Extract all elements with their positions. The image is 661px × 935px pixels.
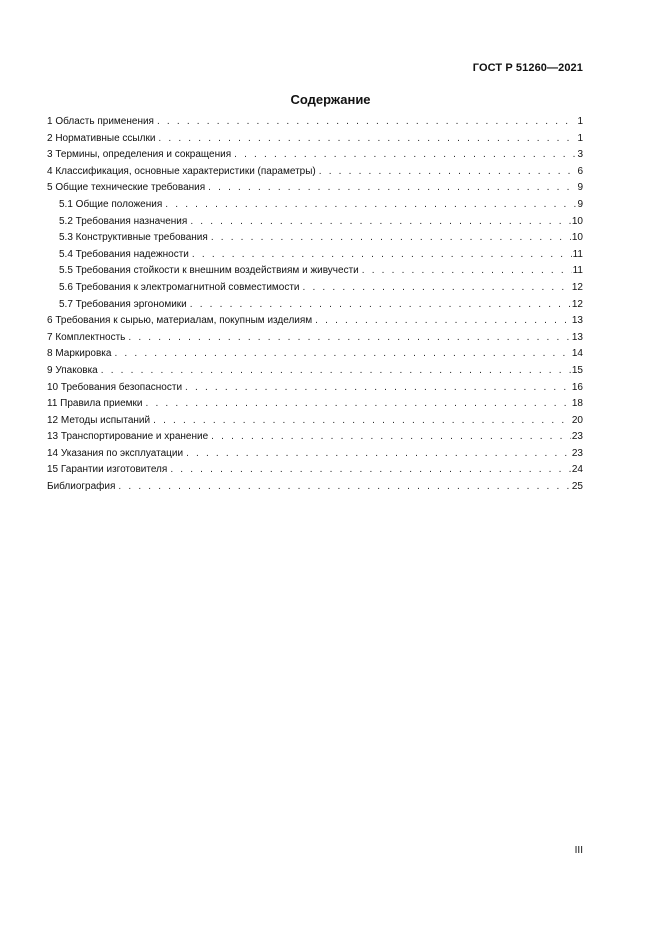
toc-entry-page: 23 [571, 447, 583, 459]
toc-entry-page: 16 [571, 381, 583, 393]
document-code: ГОСТ Р 51260—2021 [472, 62, 583, 74]
toc-entry-label: 15 Гарантии изготовителя [47, 464, 168, 476]
toc-entry[interactable] [47, 280, 583, 297]
toc-entry-label: 5.3 Конструктивные требования [59, 232, 208, 244]
toc-entry[interactable] [47, 131, 583, 148]
toc-entry-page: 25 [571, 481, 583, 493]
toc-entry-page: 18 [571, 398, 583, 410]
toc-leader-dots [153, 413, 571, 430]
toc-entry-page: 14 [571, 348, 583, 360]
toc-leader-dots [101, 363, 571, 380]
toc-entry-label: 13 Транспортирование и хранение [47, 431, 209, 443]
toc-entry-label: 14 Указания по эксплуатации [47, 447, 184, 459]
toc-entry-page: 10 [571, 215, 583, 227]
toc-entry[interactable] [47, 164, 583, 181]
toc-leader-dots [170, 462, 571, 479]
toc-leader-dots [234, 147, 576, 164]
toc-entry-page: 3 [577, 149, 583, 161]
toc-entry[interactable] [47, 114, 583, 131]
toc-leader-dots [158, 131, 576, 148]
toc-entry[interactable] [47, 197, 583, 214]
toc-entry-page: 13 [571, 315, 583, 327]
toc-leader-dots [118, 479, 570, 496]
toc-entry-page: 13 [571, 331, 583, 343]
toc-entry[interactable] [47, 363, 583, 380]
toc-leader-dots [190, 214, 571, 231]
toc-title: Содержание [290, 92, 371, 107]
toc-entry[interactable] [47, 297, 583, 314]
toc-entry-page: 12 [571, 298, 583, 310]
toc-entry[interactable] [47, 462, 583, 479]
toc-entry[interactable] [47, 147, 583, 164]
toc-leader-dots [165, 197, 576, 214]
toc-leader-dots [146, 396, 571, 413]
toc-leader-dots [208, 180, 576, 197]
toc-entry-label: 5 Общие технические требования [47, 182, 206, 194]
toc-entry[interactable] [47, 346, 583, 363]
toc-entry-page: 11 [572, 248, 583, 260]
toc-leader-dots [128, 330, 571, 347]
toc-entry-label: 5.4 Требования надежности [59, 248, 189, 260]
toc-entry-label: 5.7 Требования эргономики [59, 298, 187, 310]
toc-entry-label: 3 Термины, определения и сокращения [47, 149, 232, 161]
toc-entry-label: Библиография [47, 481, 116, 493]
toc-entry-label: 5.2 Требования назначения [59, 215, 188, 227]
toc-entry-page: 9 [577, 182, 583, 194]
toc-entry-page: 12 [571, 281, 583, 293]
toc-leader-dots [186, 446, 571, 463]
toc-leader-dots [303, 280, 571, 297]
toc-entry-page: 10 [571, 232, 583, 244]
toc-entry-page: 9 [577, 198, 583, 210]
toc-entry[interactable] [47, 313, 583, 330]
toc-entry-page: 6 [577, 165, 583, 177]
toc-entry[interactable] [47, 380, 583, 397]
toc-entry-page: 11 [572, 265, 583, 277]
toc-entry[interactable] [47, 247, 583, 264]
toc-entry[interactable] [47, 214, 583, 231]
toc-entry[interactable] [47, 396, 583, 413]
toc-entry-label: 1 Область применения [47, 116, 154, 127]
toc-entry[interactable] [47, 413, 583, 430]
toc-entry[interactable] [47, 330, 583, 347]
toc-leader-dots [192, 247, 572, 264]
toc-entry-page: 15 [571, 364, 583, 376]
toc-leader-dots [315, 313, 571, 330]
toc-entry[interactable] [47, 479, 583, 496]
toc-entry-page: 23 [571, 431, 583, 443]
toc-entry[interactable] [47, 180, 583, 197]
toc-leader-dots [211, 429, 571, 446]
toc-leader-dots [211, 230, 571, 247]
toc-entry-label: 8 Маркировка [47, 348, 112, 360]
toc-entry-label: 7 Комплектность [47, 331, 126, 343]
toc-leader-dots [190, 297, 571, 314]
page-number: III [574, 845, 583, 856]
toc-entry-label: 6 Требования к сырью, материалам, покупным изделиям [47, 315, 313, 327]
toc-entry-label: 5.6 Требования к электромагнитной совместимости [59, 281, 300, 293]
toc-entry-page: 24 [571, 464, 583, 476]
toc-entry[interactable] [47, 446, 583, 463]
toc-entry-page: 20 [571, 414, 583, 426]
toc-entry-label: 4 Классификация, основные характеристики (параметры) [47, 165, 316, 177]
toc-leader-dots [319, 164, 577, 181]
toc-entry-label: 5.5 Требования стойкости к внешним воздействиям и живучести [59, 265, 359, 277]
toc-leader-dots [185, 380, 571, 397]
toc-entry[interactable] [47, 263, 583, 280]
toc-entry-page: 1 [577, 116, 583, 127]
toc-entry-page: 1 [577, 132, 583, 144]
toc-entry-label: 5.1 Общие положения [59, 198, 163, 210]
toc-leader-dots [114, 346, 570, 363]
toc-entry[interactable] [47, 230, 583, 247]
toc-entry-label: 9 Упаковка [47, 364, 98, 376]
toc-entry[interactable] [47, 429, 583, 446]
toc-entry-label: 12 Методы испытаний [47, 414, 151, 426]
table-of-contents [47, 114, 583, 496]
toc-entry-label: 10 Требования безопасности [47, 381, 183, 393]
toc-leader-dots [362, 263, 572, 280]
toc-leader-dots [157, 114, 576, 131]
toc-entry-label: 2 Нормативные ссылки [47, 132, 156, 144]
toc-entry-label: 11 Правила приемки [47, 398, 143, 410]
